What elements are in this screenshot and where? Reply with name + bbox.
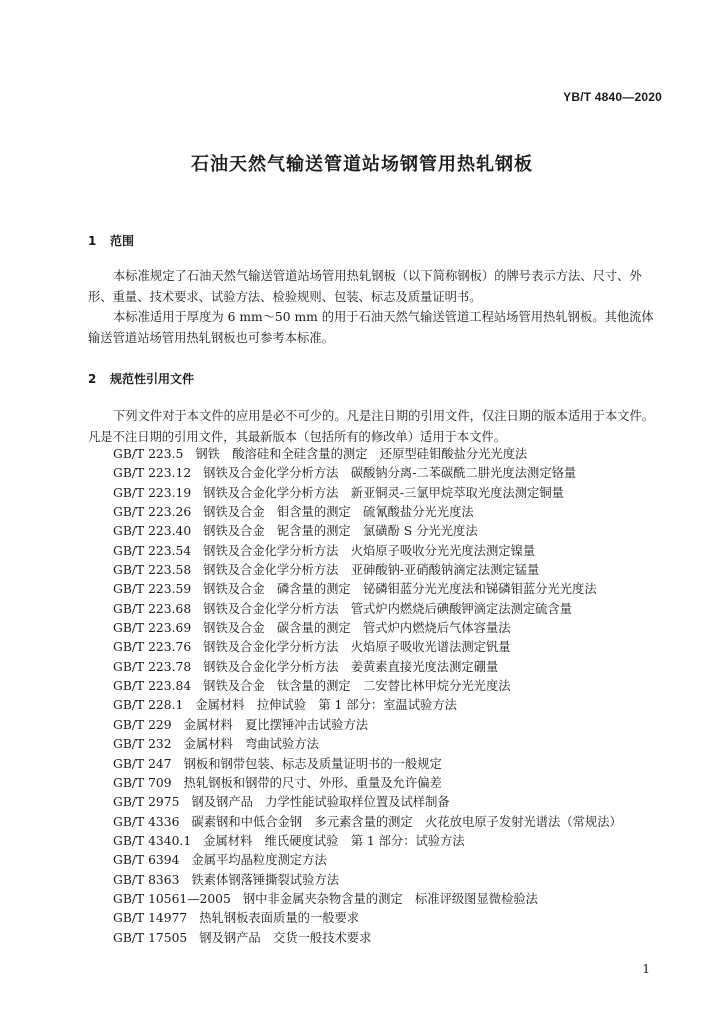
reference-item bbox=[113, 851, 622, 870]
references-intro: 下列文件对于本文件的应用是必不可少的。凡是注日期的引用文件，仅注日期的版本适用于本文件。凡是不注日期的引用文件，其最新版本（包括所有的修改单）适用于本文件。 bbox=[88, 409, 655, 444]
reference-code: GB/T 223.26 bbox=[113, 505, 192, 520]
reference-title: 碳素钢和中低合金钢 多元素含量的测定 火花放电原子发射光谱法（常规法） bbox=[191, 814, 622, 829]
reference-code: GB/T 709 bbox=[113, 775, 172, 790]
reference-title: 金属材料 维氏硬度试验 第 1 部分：试验方法 bbox=[203, 833, 465, 848]
reference-code: GB/T 229 bbox=[113, 717, 172, 732]
reference-title: 钢铁及合金 碳含量的测定 管式炉内燃烧后气体容量法 bbox=[203, 621, 511, 636]
reference-title: 金属材料 拉伸试验 第 1 部分：室温试验方法 bbox=[195, 698, 457, 713]
reference-title: 钢铁及合金化学分析方法 姜黄素直接光度法测定硼量 bbox=[203, 659, 499, 674]
document-title: 石油天然气输送管道站场钢管用热轧钢板 bbox=[191, 154, 533, 175]
reference-item bbox=[113, 929, 622, 948]
reference-title: 钢铁及合金化学分析方法 火焰原子吸收分光光度法测定镍量 bbox=[203, 543, 536, 558]
reference-title: 热轧钢板表面质量的一般要求 bbox=[199, 911, 360, 926]
reference-title: 钢铁及合金化学分析方法 管式炉内燃烧后碘酸钾滴定法测定硫含量 bbox=[203, 601, 573, 616]
reference-code: GB/T 223.76 bbox=[113, 640, 192, 655]
reference-item bbox=[113, 774, 622, 793]
reference-code: GB/T 223.59 bbox=[113, 582, 192, 597]
reference-code: GB/T 232 bbox=[113, 737, 172, 752]
reference-title: 钢铁及合金化学分析方法 新亚铜灵-三氯甲烷萃取光度法测定铜量 bbox=[203, 485, 564, 500]
reference-item bbox=[113, 522, 622, 541]
reference-code: GB/T 8363 bbox=[113, 872, 180, 887]
reference-title: 钢中非金属夹杂物含量的测定 标准评级图显微检验法 bbox=[242, 891, 538, 906]
section-1-heading bbox=[88, 232, 134, 249]
reference-code: GB/T 2975 bbox=[113, 795, 180, 810]
reference-code: GB/T 247 bbox=[113, 756, 172, 771]
reference-item bbox=[113, 793, 622, 812]
reference-title: 铁素体钢落锤撕裂试验方法 bbox=[191, 872, 339, 887]
reference-item bbox=[113, 696, 622, 715]
reference-code: GB/T 223.69 bbox=[113, 621, 192, 636]
reference-item bbox=[113, 619, 622, 638]
scope-paragraph-1: 本标准规定了石油天然气输送管道站场管用热轧钢板（以下简称钢板）的牌号表示方法、尺寸、外形、重量、技术要求、试验方法、检验规则、包装、标志及质量证明书。 bbox=[88, 269, 642, 304]
reference-item bbox=[113, 600, 622, 619]
reference-title: 金属材料 夏比摆锤冲击试验方法 bbox=[183, 717, 369, 732]
section-2-heading bbox=[88, 370, 194, 387]
reference-list bbox=[113, 445, 622, 948]
section-1-title: 范围 bbox=[110, 234, 135, 248]
reference-item bbox=[113, 909, 622, 928]
reference-code: GB/T 223.58 bbox=[113, 563, 192, 578]
reference-title: 钢及钢产品 交货一般技术要求 bbox=[199, 930, 372, 945]
reference-title: 金属材料 弯曲试验方法 bbox=[183, 737, 319, 752]
reference-code: GB/T 223.40 bbox=[113, 524, 192, 539]
reference-item bbox=[113, 484, 622, 503]
scope-paragraph-2: 本标准适用于厚度为 6 mm～50 mm 的用于石油天然气输送管道工程站场管用热轧钢板。其他流体输送管道站场管用热轧钢板也可参考本标准。 bbox=[88, 310, 654, 345]
reference-title: 钢铁及合金 钼含量的测定 硫氰酸盐分光光度法 bbox=[203, 505, 474, 520]
reference-title: 钢板和钢带包装、标志及质量证明书的一般规定 bbox=[183, 756, 442, 771]
section-1-number: 1 bbox=[88, 234, 97, 248]
reference-code: GB/T 223.19 bbox=[113, 485, 192, 500]
reference-item bbox=[113, 716, 622, 735]
reference-code: GB/T 223.84 bbox=[113, 679, 192, 694]
standard-number: YB/T 4840—2020 bbox=[563, 90, 662, 104]
reference-title: 钢铁及合金化学分析方法 碳酸钠分离-二苯碳酰二肼光度法测定铬量 bbox=[203, 466, 577, 481]
reference-item bbox=[113, 658, 622, 677]
reference-code: GB/T 223.54 bbox=[113, 543, 192, 558]
reference-item bbox=[113, 677, 622, 696]
reference-code: GB/T 4336 bbox=[113, 814, 180, 829]
reference-code: GB/T 10561—2005 bbox=[113, 891, 231, 906]
section-2-title: 规范性引用文件 bbox=[110, 372, 195, 386]
reference-title: 钢及钢产品 力学性能试验取样位置及试样制备 bbox=[191, 795, 450, 810]
reference-title: 热轧钢板和钢带的尺寸、外形、重量及允许偏差 bbox=[183, 775, 442, 790]
reference-item bbox=[113, 871, 622, 890]
reference-code: GB/T 223.68 bbox=[113, 601, 192, 616]
reference-item bbox=[113, 561, 622, 580]
reference-item bbox=[113, 755, 622, 774]
reference-item bbox=[113, 832, 622, 851]
reference-title: 钢铁 酸溶硅和全硅含量的测定 还原型硅钼酸盐分光光度法 bbox=[195, 447, 528, 461]
reference-code: GB/T 223.5 bbox=[113, 447, 184, 461]
reference-title: 金属平均晶粒度测定方法 bbox=[191, 853, 327, 868]
reference-item bbox=[113, 813, 622, 832]
reference-item bbox=[113, 580, 622, 599]
reference-code: GB/T 228.1 bbox=[113, 698, 184, 713]
reference-item bbox=[113, 542, 622, 561]
reference-code: GB/T 14977 bbox=[113, 911, 188, 926]
reference-title: 钢铁及合金 钛含量的测定 二安替比林甲烷分光光度法 bbox=[203, 679, 511, 694]
reference-item bbox=[113, 735, 622, 754]
section-2-number: 2 bbox=[88, 372, 97, 386]
page-number: 1 bbox=[642, 962, 650, 976]
reference-code: GB/T 4340.1 bbox=[113, 833, 192, 848]
reference-item bbox=[113, 503, 622, 522]
reference-item bbox=[113, 638, 622, 657]
reference-code: GB/T 17505 bbox=[113, 930, 188, 945]
reference-title: 钢铁及合金 磷含量的测定 铋磷钼蓝分光光度法和锑磷钼蓝分光光度法 bbox=[203, 582, 597, 597]
reference-title: 钢铁及合金化学分析方法 火焰原子吸收光谱法测定钒量 bbox=[203, 640, 511, 655]
reference-code: GB/T 6394 bbox=[113, 853, 180, 868]
reference-item bbox=[113, 464, 622, 483]
reference-title: 钢铁及合金化学分析方法 亚砷酸钠-亚硝酸钠滴定法测定锰量 bbox=[203, 563, 540, 578]
reference-code: GB/T 223.12 bbox=[113, 466, 192, 481]
reference-item bbox=[113, 445, 622, 464]
reference-item bbox=[113, 890, 622, 909]
reference-title: 钢铁及合金 铌含量的测定 氯磺酚 S 分光光度法 bbox=[203, 524, 478, 539]
reference-code: GB/T 223.78 bbox=[113, 659, 192, 674]
